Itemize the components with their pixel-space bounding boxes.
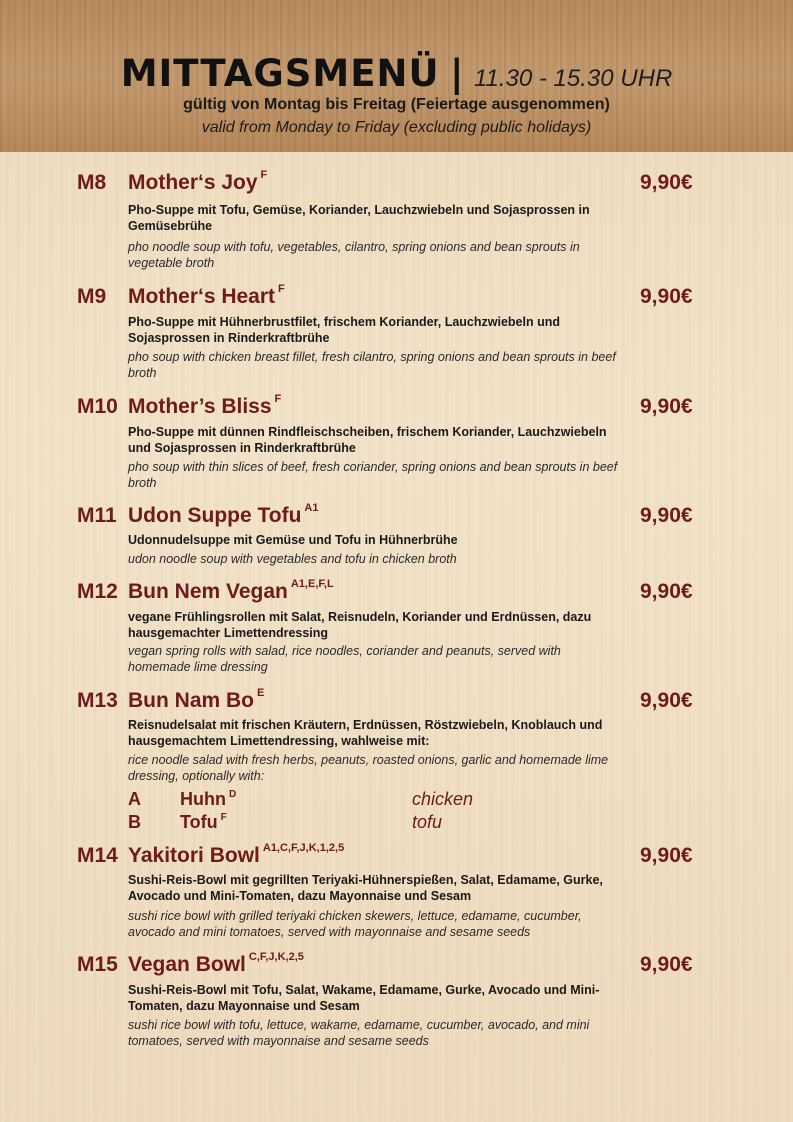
- allergen-codes: F: [260, 169, 268, 181]
- item-name: Udon Suppe Tofu $^{A1}$: [128, 502, 319, 527]
- item-description-english: udon noodle soup with vegetables and tofu in chicken broth: [128, 552, 457, 566]
- item-code: M8: [77, 171, 107, 194]
- item-description-english: pho soup with chicken breast fillet, fresh cilantro, spring onions and bean sprouts in beef broth: [128, 350, 616, 380]
- title-separator: |: [449, 52, 464, 95]
- subtitle-english: valid from Monday to Friday (excluding public holidays): [201, 119, 592, 136]
- item-description-german: Udonnudelsuppe mit Gemüse und Tofu in Hühnerbrühe: [128, 533, 458, 547]
- item-description-english: vegan spring rolls with salad, rice noodles, coriander and peanuts, served with homemade lime dressing: [128, 644, 561, 674]
- title-line: [0, 52, 793, 95]
- allergen-codes: C,F,J,K,2,5: [248, 951, 304, 963]
- item-price: 9,90€: [640, 171, 693, 194]
- item-code: M10: [77, 395, 118, 418]
- item-code: M15: [77, 953, 118, 976]
- item-description-german: vegane Frühlingsrollen mit Salat, Reisnudeln, Koriander und Erdnüssen, dazu hausgemachter Limettendressing: [128, 610, 592, 640]
- item-description-english: pho noodle soup with tofu, vegetables, cilantro, spring onions and bean sprouts in vegetable broth: [128, 240, 580, 270]
- item-name: Bun Nam Bo $^E$: [128, 687, 265, 712]
- item-description-german: Reisnudelsalat mit frischen Kräutern, Erdnüssen, Röstzwiebeln, Knoblauch und hausgemachtem Limettendressing, wahlweise mit:: [128, 718, 603, 748]
- item-description-german: Pho-Suppe mit dünnen Rindfleischscheiben, frischem Koriander, Lauchzwiebeln und Sojasprossen in Rinderkraftbrühe: [128, 425, 607, 455]
- item-description-english: pho soup with thin slices of beef, fresh coriander, spring onions and bean sprouts in beef broth: [128, 460, 618, 490]
- option-letter: A: [128, 789, 141, 809]
- option-name-german: Tofu $^F$: [180, 812, 227, 832]
- allergen-codes: F: [220, 812, 227, 823]
- item-name: Bun Nem Vegan $^{A1,E,F,L}$: [128, 578, 334, 603]
- item-price: 9,90€: [640, 689, 693, 712]
- item-code: M14: [77, 844, 118, 867]
- item-description-german: Sushi-Reis-Bowl mit gegrillten Teriyaki-Hühnerspießen, Salat, Edamame, Gurke, Avocado und Mini-Tomaten, dazu Mayonnaise und Sesam: [128, 873, 603, 903]
- option-name-english: chicken: [412, 789, 474, 809]
- allergen-codes: D: [228, 789, 237, 800]
- page-title: MITTAGSMENÜ: [120, 52, 440, 95]
- allergen-codes: A1,C,F,J,K,1,2,5: [262, 842, 345, 854]
- item-name: Mother‘s Joy $^F$: [128, 169, 268, 194]
- item-code: M11: [77, 504, 117, 527]
- item-description-german: Sushi-Reis-Bowl mit Tofu, Salat, Wakame, Edamame, Gurke, Avocado und Mini-Tomaten, dazu Mayonnaise und Sesam: [128, 983, 600, 1013]
- item-name: Yakitori Bowl $^{A1,C,F,J,K,1,2,5}$: [128, 842, 345, 867]
- item-price: 9,90€: [640, 844, 693, 867]
- item-name: Mother’s Bliss $^F$: [128, 393, 282, 418]
- item-price: 9,90€: [640, 395, 693, 418]
- item-name: Mother‘s Heart $^F$: [128, 283, 285, 308]
- item-price: 9,90€: [640, 580, 693, 603]
- allergen-codes: E: [257, 687, 265, 699]
- item-code: M13: [77, 689, 118, 712]
- item-name: Vegan Bowl $^{C,F,J,K,2,5}$: [128, 951, 304, 976]
- option-name-english: tofu: [412, 812, 443, 832]
- allergen-codes: A1,E,F,L: [290, 578, 334, 590]
- item-description-german: Pho-Suppe mit Hühnerbrustfilet, frischem Koriander, Lauchzwiebeln und Sojasprossen in Rinderkraftbrühe: [128, 315, 560, 345]
- item-description-english: sushi rice bowl with grilled teriyaki chicken skewers, lettuce, edamame, cucumber, avocado and mini tomatoes, served with mayonnaise and sesame seeds: [128, 909, 582, 939]
- option-letter: B: [128, 812, 141, 832]
- opening-hours: 11.30 - 15.30 UHR: [473, 65, 673, 92]
- option-name-german: Huhn $^D$: [180, 789, 237, 809]
- allergen-codes: F: [278, 283, 285, 295]
- item-price: 9,90€: [640, 285, 693, 308]
- allergen-codes: F: [274, 393, 282, 405]
- item-price: 9,90€: [640, 504, 693, 527]
- item-description-english: sushi rice bowl with tofu, lettuce, wakame, edamame, cucumber, avocado, and mini tomatoes, served with mayonnaise and sesame seeds: [128, 1018, 590, 1048]
- header-banner: [0, 0, 793, 152]
- item-description-english: rice noodle salad with fresh herbs, peanuts, roasted onions, garlic and homemade lime dressing, optionally with:: [128, 753, 609, 783]
- subtitle-german: gültig von Montag bis Freitag (Feiertage ausgenommen): [183, 96, 610, 113]
- item-code: M12: [77, 580, 118, 603]
- item-price: 9,90€: [640, 953, 693, 976]
- item-description-german: Pho-Suppe mit Tofu, Gemüse, Koriander, Lauchzwiebeln und Sojasprossen in Gemüsebrühe: [128, 203, 590, 233]
- item-code: M9: [77, 285, 107, 308]
- allergen-codes: A1: [304, 502, 319, 514]
